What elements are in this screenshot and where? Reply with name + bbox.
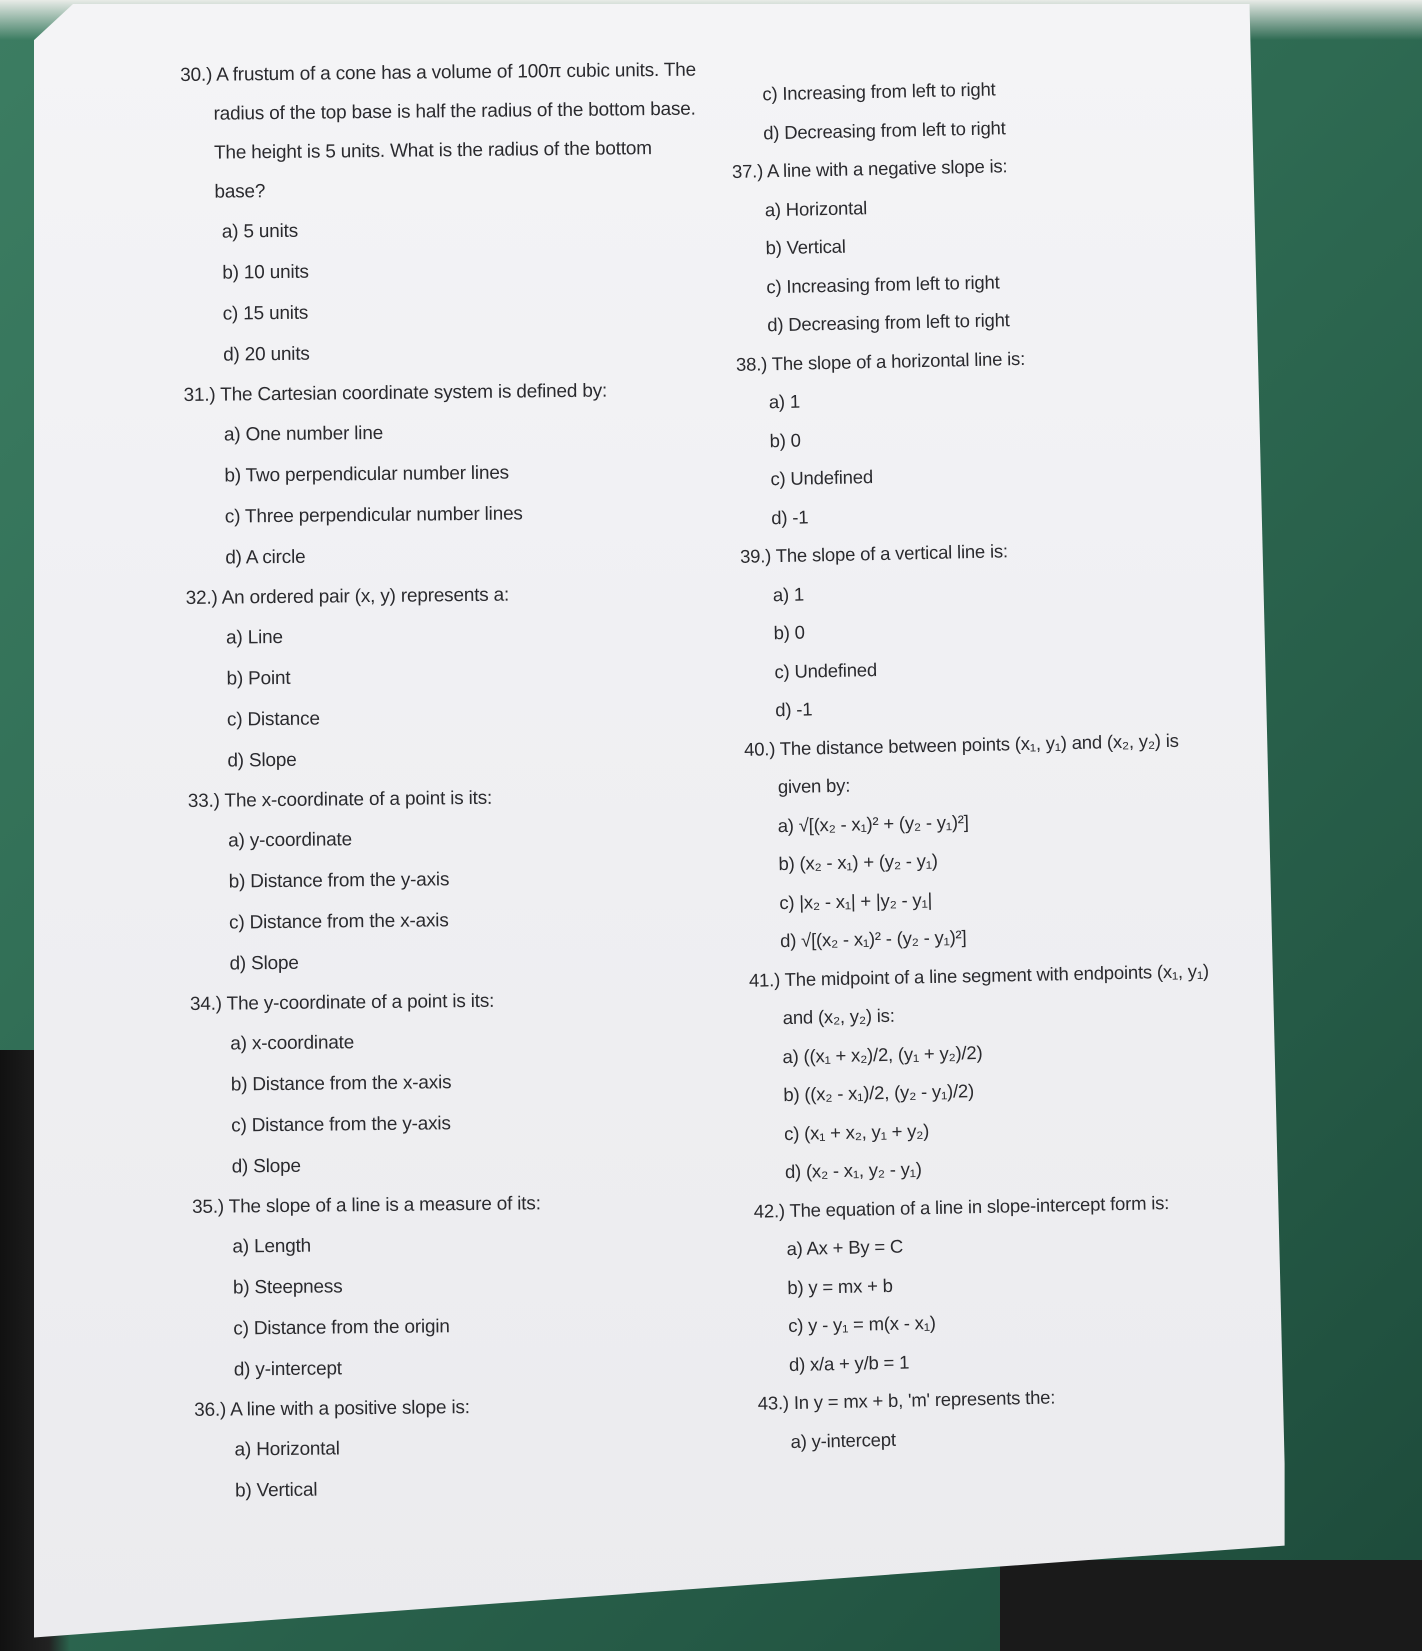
option-list (182, 207, 704, 376)
right-column (730, 66, 1219, 1461)
option-a: a) ((x₁ + x₂)/2, (y₁ + y₂)/2) (782, 1041, 983, 1067)
option-a: a) Horizontal (764, 196, 868, 220)
option-a: a) Length (232, 1235, 312, 1258)
option-d: d) Decreasing from left to right (762, 116, 1006, 143)
option-c: c) Distance from the y-axis (231, 1113, 451, 1137)
option-d: d) 20 units (223, 343, 310, 366)
question-33 (188, 777, 710, 985)
question-stem: 32.) An ordered pair (x, y) represents a: (185, 584, 510, 609)
option-c: c) |x₂ - x₁| + |y₂ - y₁| (779, 888, 933, 913)
option-a: a) 1 (768, 390, 801, 413)
question-stem: 42.) The equation of a line in slope-intercept form is: (753, 1191, 1170, 1222)
question-43 (757, 1375, 1219, 1462)
option-c: c) y - y₁ = m(x - x₁) (787, 1311, 936, 1337)
question-32 (185, 574, 707, 782)
option-list (184, 410, 706, 579)
option-c: c) Distance (226, 708, 320, 731)
question-40 (744, 721, 1209, 962)
question-stem: 39.) The slope of a vertical line is: (739, 540, 1009, 567)
option-c: c) Distance from the origin (233, 1316, 450, 1340)
option-d: d) A circle (225, 546, 306, 569)
option-list (192, 1221, 714, 1390)
option-d: d) x/a + y/b = 1 (788, 1351, 910, 1375)
option-a: a) y-coordinate (228, 829, 353, 852)
question-stem: 36.) A line with a positive slope is: (194, 1397, 470, 1421)
option-b: b) Distance from the x-axis (230, 1072, 452, 1096)
question-stem: 37.) A line with a negative slope is: (731, 155, 1008, 182)
option-c: c) Increasing from left to right (766, 270, 1000, 297)
option-b: b) ((x₂ - x₁)/2, (y₂ - y₁)/2) (783, 1080, 975, 1106)
option-a: a) 1 (772, 583, 805, 605)
option-c: c) Distance from the x-axis (228, 910, 449, 934)
option-d: d) -1 (771, 505, 809, 528)
option-c: c) Undefined (770, 466, 874, 490)
option-list (745, 798, 1208, 962)
option-b: b) Two perpendicular number lines (224, 462, 510, 487)
option-b: b) 0 (769, 429, 801, 451)
question-37 (732, 143, 1196, 345)
option-b: b) Vertical (765, 235, 846, 259)
option-b: b) Distance from the y-axis (228, 869, 450, 893)
option-d: d) Decreasing from left to right (766, 309, 1010, 336)
option-c: c) (x₁ + x₂, y₁ + y₂) (783, 1119, 930, 1144)
question-stem: 40.) The distance between points (x₁, y₁) and (x₂, y₂) is given by: (743, 729, 1179, 798)
question-38 (736, 336, 1200, 538)
question-stem: 43.) In y = mx + b, 'm' represents the: (757, 1386, 1056, 1414)
option-d: d) -1 (775, 698, 813, 721)
option-d: d) Slope (227, 749, 297, 772)
question-42 (753, 1183, 1217, 1385)
question-stem: 34.) The y-coordinate of a point is its: (189, 990, 495, 1015)
option-d: d) y-intercept (233, 1358, 342, 1381)
question-30 (180, 51, 703, 376)
option-a: a) y-intercept (790, 1428, 896, 1452)
left-column (180, 51, 715, 1512)
question-41 (749, 952, 1214, 1193)
question-39 (740, 528, 1204, 730)
option-b: b) 10 units (222, 261, 309, 284)
question-34 (190, 980, 712, 1188)
question-stem: 31.) The Cartesian coordinate system is defined by: (183, 380, 608, 406)
question-stem: 30.) A frustum of a cone has a volume of 100π cubic units. The radius of the top base is half the radius of the bottom base. The height is 5 units. What is the radius of the bottom base? (180, 59, 697, 203)
option-c: c) Three perpendicular number lines (224, 503, 523, 528)
option-d: d) √[(x₂ - x₁)² - (y₂ - y₁)²] (779, 926, 967, 952)
option-list (188, 816, 710, 985)
option-b: b) 0 (773, 621, 805, 644)
option-list (190, 1019, 712, 1188)
option-b: b) Steepness (232, 1276, 343, 1299)
question-36-continued-options (730, 66, 1192, 153)
option-a: a) √[(x₂ - x₁)² + (y₂ - y₁)²] (777, 810, 969, 836)
option-d: d) Slope (229, 952, 299, 975)
option-list (736, 374, 1199, 538)
option-list (750, 1029, 1213, 1193)
option-d: d) Slope (231, 1155, 301, 1178)
option-a: a) x-coordinate (230, 1032, 355, 1055)
question-35 (192, 1182, 714, 1390)
option-d: d) (x₂ - x₁, y₂ - y₁) (784, 1158, 922, 1183)
option-b: b) Vertical (234, 1479, 318, 1502)
option-list (186, 613, 708, 782)
question-stem: 33.) The x-coordinate of a point is its: (187, 787, 493, 812)
option-list (732, 182, 1195, 346)
option-b: b) (x₂ - x₁) + (y₂ - y₁) (778, 849, 938, 875)
option-b: b) Point (226, 667, 291, 690)
option-c: c) 15 units (222, 302, 309, 325)
option-a: a) Horizontal (234, 1438, 340, 1461)
option-c: c) Increasing from left to right (762, 78, 996, 105)
option-b: b) y = mx + b (787, 1274, 893, 1298)
option-list (754, 1221, 1217, 1385)
option-a: a) Ax + By = C (786, 1235, 904, 1260)
option-c: c) Undefined (774, 658, 878, 682)
option-list (740, 567, 1203, 731)
question-stem: 35.) The slope of a line is a measure of its: (191, 1193, 541, 1218)
question-stem: 41.) The midpoint of a line segment with endpoints (x₁, y₁) and (x₂, y₂) is: (748, 959, 1210, 1029)
option-a: a) 5 units (221, 220, 299, 243)
question-stem: 38.) The slope of a horizontal line is: (735, 347, 1026, 375)
option-a: a) Line (225, 626, 283, 649)
option-a: a) One number line (223, 422, 384, 446)
question-36 (194, 1385, 715, 1511)
option-list (194, 1424, 715, 1511)
question-31 (183, 371, 705, 579)
